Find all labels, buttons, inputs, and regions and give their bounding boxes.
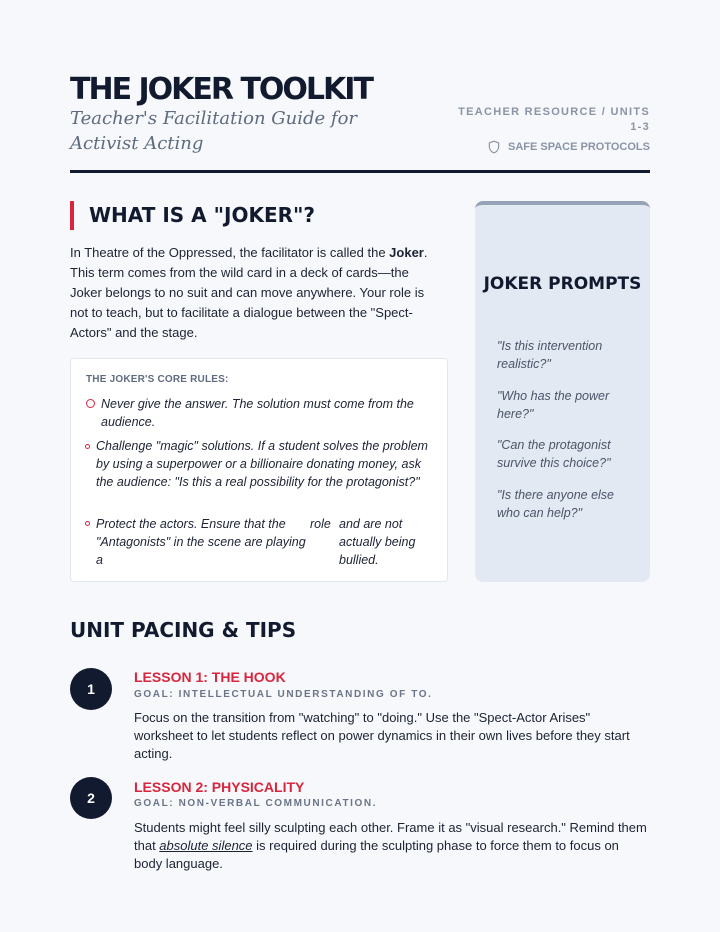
lesson-description: Focus on the transition from "watching" to "doing." Use the "Spect-Actor Arises" worksheet to let students reflect on power dynamics in their own lives before they start acting. bbox=[134, 710, 630, 761]
page-title: THE JOKER TOOLKIT bbox=[70, 72, 372, 107]
rule-item: Never give the answer. The solution must come from the audience. bbox=[101, 397, 414, 429]
section-heading-joker: WHAT IS A "JOKER"? bbox=[70, 201, 315, 230]
lesson-title: LESSON 1: THE HOOK bbox=[134, 669, 286, 685]
safe-space-badge bbox=[487, 140, 650, 154]
lesson-description bbox=[134, 819, 650, 873]
lesson-goal: GOAL: INTELLECTUAL UNDERSTANDING OF TO. bbox=[134, 689, 433, 700]
circle-bullet-icon bbox=[86, 399, 95, 408]
prompt-item: "Can the protagonist survive this choice?" bbox=[497, 438, 611, 470]
prompt-item: "Who has the power here?" bbox=[497, 389, 610, 421]
lesson-2-emphasis: absolute silence bbox=[159, 838, 253, 853]
prompt-item: "Is there anyone else who can help?" bbox=[497, 488, 615, 520]
rule-3-part-3: and are not actually being bullied. bbox=[339, 517, 416, 567]
rule-3-part-2: role bbox=[310, 517, 331, 531]
intro-text-end: . This term comes from the wild card in a deck of cards—the Joker belongs to no suit and can move anywhere. Your role is not to teach, but to facilitate a dialogue between the "Spect-Actors" and the stage. bbox=[70, 245, 428, 340]
intro-bold-term: Joker bbox=[389, 245, 424, 260]
lesson-number-badge: 1 bbox=[70, 668, 112, 710]
intro-paragraph bbox=[70, 243, 442, 343]
prompt-item: "Is this intervention realistic?" bbox=[497, 339, 603, 371]
safe-space-label: SAFE SPACE PROTOCOLS bbox=[507, 141, 650, 153]
page-subtitle: Teacher's Facilitation Guide for Activist Acting bbox=[70, 108, 358, 154]
lesson-goal: GOAL: NON-VERBAL COMMUNICATION. bbox=[134, 798, 378, 809]
lesson-number-badge: 2 bbox=[70, 777, 112, 819]
core-rules-label: THE JOKER'S CORE RULES: bbox=[86, 374, 229, 385]
joker-prompts-sidebar bbox=[475, 201, 650, 582]
header bbox=[70, 70, 650, 173]
intro-text-start: In Theatre of the Oppressed, the facilitator is called the bbox=[70, 245, 390, 260]
section-heading-pacing: UNIT PACING & TIPS bbox=[70, 618, 297, 642]
lesson-2-text-start: Students might feel silly sculpting each other. Frame it as "visual research." Remind them that bbox=[134, 820, 647, 853]
circle-bullet-icon bbox=[85, 444, 90, 449]
core-rules-box bbox=[70, 358, 448, 582]
rule-item: Challenge "magic" solutions. If a student solves the problem by using a superpower or a billionaire donating money, ask the audience: "Is this a real possibility for the protagonist?" bbox=[96, 439, 428, 489]
rule-3-part-1: Protect the actors. Ensure that the "Antagonists" in the scene are playing a bbox=[96, 517, 306, 567]
circle-bullet-icon bbox=[85, 521, 90, 526]
sidebar-title: JOKER PROMPTS bbox=[483, 274, 642, 294]
lesson-2-text-end: is required during the sculpting phase to force them to focus on body language. bbox=[134, 838, 619, 871]
shield-icon bbox=[487, 140, 501, 154]
lesson-title: LESSON 2: PHYSICALITY bbox=[134, 779, 305, 795]
resource-label: TEACHER RESOURCE / UNITS 1-3 bbox=[458, 106, 650, 133]
